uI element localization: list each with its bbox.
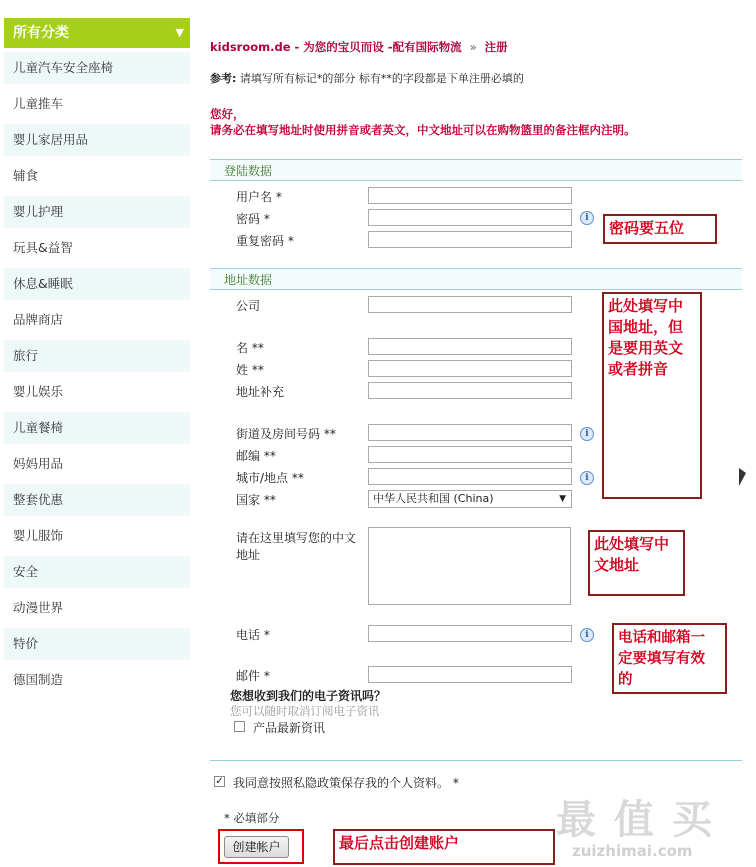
username-input[interactable] [368, 187, 572, 204]
sidebar-category-item[interactable]: 特价 [4, 628, 190, 660]
password-label: 密码 * [236, 212, 270, 226]
annotation-password [603, 214, 717, 244]
watermark-logo: 最值买 [556, 796, 730, 843]
login-section-header [210, 159, 742, 181]
lastname-input[interactable] [368, 360, 572, 377]
address-addition-label: 地址补充 [236, 385, 285, 399]
cn-address-label-line: 请在这里填写您的中文 [236, 531, 357, 545]
info-icon[interactable]: i [580, 628, 594, 642]
address-section-title: 地址数据 [224, 273, 273, 287]
email-label: 邮件 * [236, 669, 270, 683]
triangle-down-icon: ▼ [175, 26, 184, 39]
cn-address-label-line: 地址 [236, 548, 261, 562]
category-list [4, 52, 190, 696]
phone-input[interactable] [368, 625, 572, 642]
warning-text: 请务必在填写地址时使用拼音或者英文，中文地址可以在购物篮里的备注框内注明。 [210, 123, 636, 137]
privacy-label: 我同意按照私隐政策保存我的个人资料。 * [233, 776, 459, 790]
cn-address-label [236, 530, 356, 564]
street-input[interactable] [368, 424, 572, 441]
pinyin-warning [210, 106, 636, 138]
firstname-input[interactable] [368, 338, 572, 355]
divider [210, 760, 742, 761]
create-account-button[interactable]: 创建帐户 [224, 836, 289, 858]
all-categories-label: 所有分类 [13, 25, 69, 41]
login-section-title: 登陆数据 [224, 164, 273, 178]
sidebar-category-item[interactable]: 整套优惠 [4, 484, 190, 516]
lastname-label: 姓 ** [236, 363, 264, 377]
category-sidebar [4, 18, 190, 696]
repeat-password-input[interactable] [368, 231, 572, 248]
sidebar-category-item[interactable]: 儿童餐椅 [4, 412, 190, 444]
breadcrumb-site-link[interactable]: kidsroom.de - 为您的宝贝而设 -配有国际物流 [210, 40, 462, 54]
sidebar-category-item[interactable]: 辅食 [13, 168, 39, 183]
breadcrumb-current[interactable]: 注册 [484, 40, 508, 54]
annotation-text: 此处填写中 [594, 535, 670, 553]
annotation-text: 或者拼音 [608, 360, 669, 378]
required-legend: * 必填部分 [224, 811, 280, 825]
annotation-text: 文地址 [594, 556, 640, 574]
required-fields-note [210, 70, 524, 86]
firstname-label: 名 ** [236, 341, 264, 355]
note-text: 请填写所有标记*的部分 标有**的字段都是下单注册必填的 [239, 72, 524, 85]
annotation-address [602, 292, 702, 499]
all-categories-header[interactable] [4, 18, 190, 48]
company-input[interactable] [368, 296, 572, 313]
sidebar-category-item[interactable]: 动漫世界 [13, 600, 64, 615]
sidebar-category-item[interactable]: 儿童推车 [13, 96, 64, 111]
username-label: 用户名 * [236, 190, 282, 204]
sidebar-category-item[interactable]: 婴儿家居用品 [4, 124, 190, 156]
annotation-text: 密码要五位 [609, 219, 685, 237]
street-label: 街道及房间号码 ** [236, 427, 336, 441]
zip-input[interactable] [368, 446, 572, 463]
annotation-text: 国地址，但 [608, 318, 684, 336]
sidebar-category-item[interactable]: 德国制造 [13, 672, 64, 687]
sidebar-category-item[interactable]: 妈妈用品 [13, 456, 64, 471]
info-icon[interactable]: i [580, 211, 594, 225]
sidebar-category-item[interactable]: 婴儿护理 [4, 196, 190, 228]
privacy-checkbox[interactable]: ✓ [215, 776, 224, 787]
annotation-text: 最后点击创建账户 [339, 834, 460, 852]
annotation-text: 的 [618, 671, 633, 688]
sidebar-category-item[interactable]: 婴儿服饰 [13, 528, 64, 543]
password-input[interactable] [368, 209, 572, 226]
annotation-contact [612, 623, 727, 694]
breadcrumb [210, 39, 508, 55]
sidebar-category-item[interactable]: 儿童汽车安全座椅 [4, 52, 190, 84]
annotation-text: 是要用英文 [608, 339, 684, 357]
newsletter-question: 您想收到我们的电子资讯吗？ [230, 689, 387, 703]
annotation-text: 定要填写有效 [618, 650, 705, 667]
info-icon[interactable]: i [580, 427, 594, 441]
country-select[interactable] [368, 490, 572, 508]
email-input[interactable] [368, 666, 572, 683]
sidebar-category-item[interactable]: 休息&睡眠 [4, 268, 190, 300]
annotation-cn-address [588, 530, 685, 596]
sidebar-category-item[interactable]: 品牌商店 [13, 312, 64, 327]
address-section-header [210, 268, 742, 290]
annotation-submit [333, 829, 555, 865]
info-icon[interactable]: i [580, 471, 594, 485]
phone-label: 电话 * [236, 628, 270, 642]
note-label: 参考: [210, 72, 237, 85]
sidebar-category-item[interactable]: 婴儿娱乐 [13, 384, 64, 399]
watermark-url: zuizhimai.com [572, 842, 693, 860]
newsletter-hint: 您可以随时取消订阅电子资讯 [230, 704, 380, 718]
company-label: 公司 [236, 299, 261, 313]
city-label: 城市/地点 ** [236, 471, 304, 485]
chevron-down-icon: ▼ [559, 494, 566, 504]
newsletter-checkbox[interactable] [234, 721, 245, 732]
newsletter-option-label: 产品最新资讯 [253, 721, 326, 735]
city-input[interactable] [368, 468, 572, 485]
warning-greeting: 您好， [210, 107, 245, 121]
mouse-cursor-icon [739, 468, 746, 486]
cn-address-textarea[interactable] [368, 527, 571, 605]
sidebar-category-item[interactable]: 旅行 [4, 340, 190, 372]
sidebar-category-item[interactable]: 安全 [4, 556, 190, 588]
annotation-text: 电话和邮箱一 [618, 629, 705, 646]
country-label: 国家 ** [236, 493, 276, 507]
address-addition-input[interactable] [368, 382, 572, 399]
sidebar-category-item[interactable]: 玩具&益智 [13, 240, 73, 255]
country-select-value: 中华人民共和国 (China) [373, 492, 494, 505]
zip-label: 邮编 ** [236, 449, 276, 463]
repeat-password-label: 重复密码 * [236, 234, 294, 248]
annotation-text: 此处填写中 [608, 297, 684, 315]
breadcrumb-separator: » [469, 40, 477, 54]
